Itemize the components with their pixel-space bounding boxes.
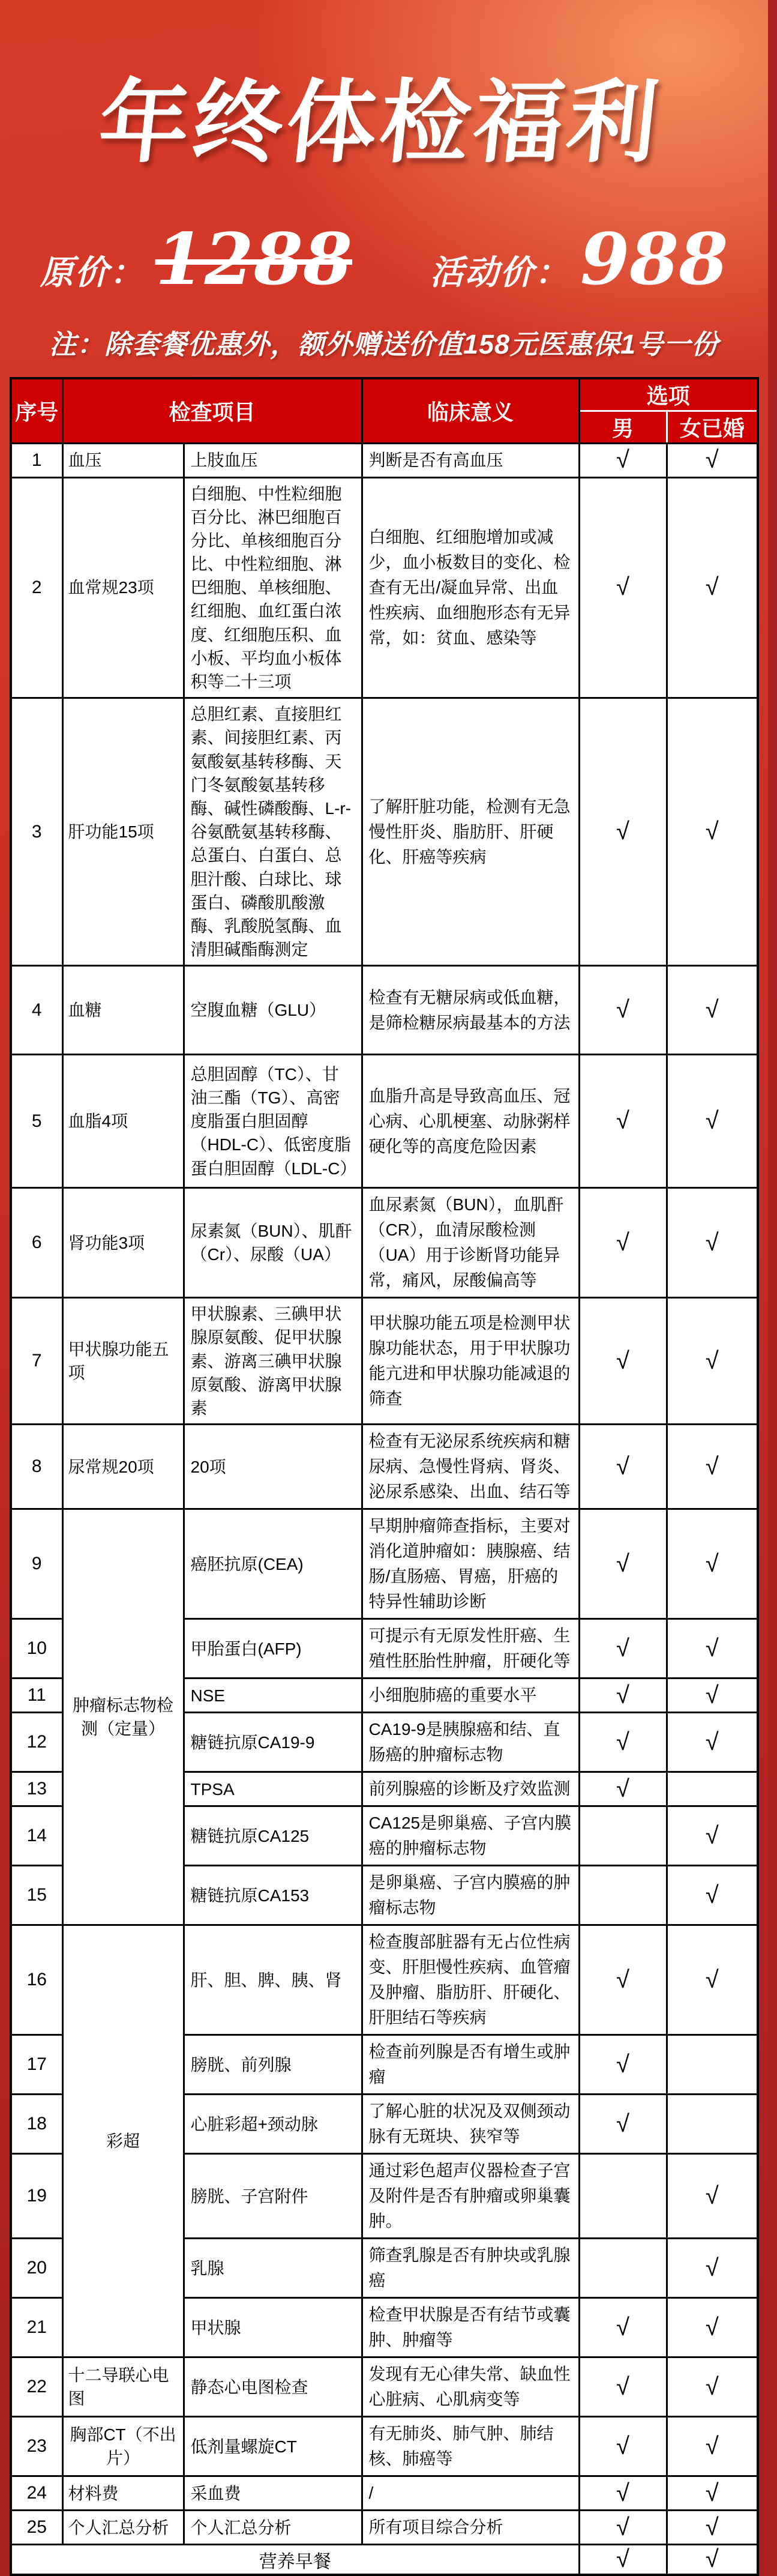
row-item: 糖链抗原CA153 xyxy=(184,1866,362,1925)
row-no: 11 xyxy=(11,1679,62,1713)
row-female-check: √ xyxy=(667,1425,758,1509)
row-item: 个人汇总分析 xyxy=(184,2511,362,2545)
row-male-check: √ xyxy=(579,477,667,698)
header-male: 男 xyxy=(579,411,667,443)
row-male-check: √ xyxy=(579,443,667,477)
row-item: 静态心电图检查 xyxy=(184,2357,362,2417)
row-category: 血脂4项 xyxy=(62,1055,184,1188)
row-item: 白细胞、中性粒细胞百分比、淋巴细胞百分比、单核细胞百分比、中性粒细胞、淋巴细胞、单核细胞、红细胞、血红蛋白浓度、红细胞压积、血小板、平均血小板体积等二十三项 xyxy=(184,477,362,698)
row-female-check xyxy=(667,2095,758,2154)
row-no: 3 xyxy=(11,698,62,966)
row-no: 20 xyxy=(11,2239,62,2298)
row-female-check: √ xyxy=(667,2476,758,2511)
header-index: 序号 xyxy=(11,378,62,444)
table-row xyxy=(11,1298,758,1425)
row-item: TPSA xyxy=(184,1772,362,1806)
row-item: 糖链抗原CA19-9 xyxy=(184,1713,362,1772)
row-item: 上肢血压 xyxy=(184,443,362,477)
row-meaning: / xyxy=(362,2476,579,2511)
row-female-check xyxy=(667,2035,758,2095)
row-female-check: √ xyxy=(667,2239,758,2298)
row-meaning: 白细胞、红细胞增加或减少，血小板数目的变化、检查有无出/凝血异常、出血性疾病、血细胞形态有无异常，如：贫血、感染等 xyxy=(362,477,579,698)
row-male-check: √ xyxy=(579,1425,667,1509)
row-female-check: √ xyxy=(667,1298,758,1425)
footer-male-check: √ xyxy=(579,2545,667,2575)
row-female-check: √ xyxy=(667,443,758,477)
row-item: NSE xyxy=(184,1679,362,1713)
table-row xyxy=(11,966,758,1055)
row-category: 肾功能3项 xyxy=(62,1188,184,1298)
row-category: 十二导联心电图 xyxy=(62,2357,184,2417)
row-female-check: √ xyxy=(667,2417,758,2476)
row-male-check: √ xyxy=(579,2298,667,2357)
row-category-ultrasound: 彩超 xyxy=(62,1925,184,2357)
row-no: 16 xyxy=(11,1925,62,2035)
row-category: 肝功能15项 xyxy=(62,698,184,966)
row-item: 20项 xyxy=(184,1425,362,1509)
footer-row xyxy=(11,2545,758,2575)
row-no: 23 xyxy=(11,2417,62,2476)
row-meaning: 检查前列腺是否有增生或肿瘤 xyxy=(362,2035,579,2095)
row-meaning: 检查有无糖尿病或低血糖，是筛检糖尿病最基本的方法 xyxy=(362,966,579,1055)
row-male-check xyxy=(579,2239,667,2298)
row-meaning: 是卵巢癌、子宫内膜癌的肿瘤标志物 xyxy=(362,1866,579,1925)
row-item: 空腹血糖（GLU） xyxy=(184,966,362,1055)
row-meaning: CA125是卵巢癌、子宫内膜癌的肿瘤标志物 xyxy=(362,1806,579,1866)
row-meaning: 小细胞肺癌的重要水平 xyxy=(362,1679,579,1713)
row-meaning: 前列腺癌的诊断及疗效监测 xyxy=(362,1772,579,1806)
header-meaning: 临床意义 xyxy=(362,378,579,444)
row-female-check xyxy=(667,1772,758,1806)
row-item: 总胆固醇（TC）、甘油三酯（TG）、高密度脂蛋白胆固醇（HDL-C）、低密度脂蛋白胆固醇（LDL-C） xyxy=(184,1055,362,1188)
row-meaning: 检查有无泌尿系统疾病和糖尿病、急慢性肾病、肾炎、泌尿系感染、出血、结石等 xyxy=(362,1425,579,1509)
row-no: 17 xyxy=(11,2035,62,2095)
row-male-check: √ xyxy=(579,1619,667,1679)
row-category: 甲状腺功能五项 xyxy=(62,1298,184,1425)
row-female-check: √ xyxy=(667,698,758,966)
row-no: 5 xyxy=(11,1055,62,1188)
table-row xyxy=(11,1425,758,1509)
hero-section xyxy=(0,0,768,361)
row-female-check: √ xyxy=(667,966,758,1055)
gift-note: 注：除套餐优惠外，额外赠送价值158元医惠保1号一份 xyxy=(0,322,768,361)
header-female: 女已婚 xyxy=(667,411,758,443)
row-no: 4 xyxy=(11,966,62,1055)
row-meaning: 血尿素氮（BUN），血肌酐（CR），血清尿酸检测（UA）用于诊断肾功能异常，痛风，尿酸偏高等 xyxy=(362,1188,579,1298)
row-female-check: √ xyxy=(667,1509,758,1619)
row-female-check: √ xyxy=(667,1866,758,1925)
row-item: 采血费 xyxy=(184,2476,362,2511)
row-meaning: 发现有无心律失常、缺血性心脏病、心肌病变等 xyxy=(362,2357,579,2417)
row-male-check: √ xyxy=(579,1298,667,1425)
row-item: 尿素氮（BUN）、肌酐（Cr）、尿酸（UA） xyxy=(184,1188,362,1298)
row-item: 甲胎蛋白(AFP) xyxy=(184,1619,362,1679)
row-female-check: √ xyxy=(667,1925,758,2035)
table-row xyxy=(11,477,758,698)
row-male-check: √ xyxy=(579,2035,667,2095)
row-male-check: √ xyxy=(579,1055,667,1188)
row-no: 25 xyxy=(11,2511,62,2545)
row-item: 膀胱、子宫附件 xyxy=(184,2154,362,2239)
row-meaning: 有无肺炎、肺气肿、肺结核、肺癌等 xyxy=(362,2417,579,2476)
row-no: 1 xyxy=(11,443,62,477)
row-category: 胸部CT（不出片） xyxy=(62,2417,184,2476)
row-meaning: 可提示有无原发性肝癌、生殖性胚胎性肿瘤，肝硬化等 xyxy=(362,1619,579,1679)
row-no: 13 xyxy=(11,1772,62,1806)
header-row-1 xyxy=(11,378,758,411)
header-options: 选项 xyxy=(579,378,758,411)
row-no: 9 xyxy=(11,1509,62,1619)
row-male-check: √ xyxy=(579,1772,667,1806)
row-female-check: √ xyxy=(667,1713,758,1772)
row-category-tumor-markers: 肿瘤标志物检测（定量） xyxy=(62,1509,184,1925)
row-male-check xyxy=(579,2154,667,2239)
row-female-check: √ xyxy=(667,2154,758,2239)
row-female-check: √ xyxy=(667,477,758,698)
table-row xyxy=(11,2511,758,2545)
row-category: 尿常规20项 xyxy=(62,1425,184,1509)
row-meaning: 了解心脏的状况及双侧颈动脉有无斑块、狭窄等 xyxy=(362,2095,579,2154)
promo-price xyxy=(430,224,728,295)
row-male-check: √ xyxy=(579,966,667,1055)
table-row xyxy=(11,2476,758,2511)
row-meaning: 检查腹部脏器有无占位性病变、肝胆慢性疾病、血管瘤及肿瘤、脂肪肝、肝硬化、肝胆结石等疾病 xyxy=(362,1925,579,2035)
row-male-check: √ xyxy=(579,1188,667,1298)
row-male-check: √ xyxy=(579,698,667,966)
page-title: 年终体检福利 xyxy=(0,0,777,175)
row-male-check xyxy=(579,1806,667,1866)
row-male-check xyxy=(579,1866,667,1925)
table-row xyxy=(11,1925,758,2035)
row-item: 甲状腺素、三碘甲状腺原氨酸、促甲状腺素、游离三碘甲状腺原氨酸、游离甲状腺素 xyxy=(184,1298,362,1425)
row-no: 22 xyxy=(11,2357,62,2417)
row-male-check: √ xyxy=(579,1679,667,1713)
row-item: 甲状腺 xyxy=(184,2298,362,2357)
row-meaning: 通过彩色超声仪器检查子宫及附件是否有肿瘤或卵巢囊肿。 xyxy=(362,2154,579,2239)
row-no: 12 xyxy=(11,1713,62,1772)
row-female-check: √ xyxy=(667,2298,758,2357)
row-male-check: √ xyxy=(579,2417,667,2476)
row-female-check: √ xyxy=(667,1619,758,1679)
row-item: 糖链抗原CA125 xyxy=(184,1806,362,1866)
row-male-check: √ xyxy=(579,1713,667,1772)
table-row xyxy=(11,443,758,477)
table-row xyxy=(11,2417,758,2476)
row-meaning: 判断是否有高血压 xyxy=(362,443,579,477)
row-meaning: 甲状腺功能五项是检测甲状腺功能状态，用于甲状腺功能亢进和甲状腺功能减退的筛查 xyxy=(362,1298,579,1425)
row-item: 总胆红素、直接胆红素、间接胆红素、丙氨酸氨基转移酶、天门冬氨酸氨基转移酶、碱性磷酸酶、L-r-谷氨酰氨基转移酶、总蛋白、白蛋白、总胆汁酸、白球比、球蛋白、磷酸肌酸激酶、乳酸脱氢酶、血清胆碱酯酶测定 xyxy=(184,698,362,966)
row-no: 14 xyxy=(11,1806,62,1866)
row-meaning: 了解肝脏功能，检测有无急慢性肝炎、脂肪肝、肝硬化、肝癌等疾病 xyxy=(362,698,579,966)
row-female-check: √ xyxy=(667,1679,758,1713)
row-meaning: 所有项目综合分析 xyxy=(362,2511,579,2545)
promo-price-label: 活动价： xyxy=(430,246,569,294)
row-no: 19 xyxy=(11,2154,62,2239)
table-row xyxy=(11,698,758,966)
row-male-check: √ xyxy=(579,2476,667,2511)
row-category: 血糖 xyxy=(62,966,184,1055)
row-male-check: √ xyxy=(579,2095,667,2154)
row-meaning: 血脂升高是导致高血压、冠心病、心肌梗塞、动脉粥样硬化等的高度危险因素 xyxy=(362,1055,579,1188)
table-row xyxy=(11,1055,758,1188)
row-no: 8 xyxy=(11,1425,62,1509)
row-no: 2 xyxy=(11,477,62,698)
table-row xyxy=(11,2357,758,2417)
row-male-check: √ xyxy=(579,1925,667,2035)
row-meaning: 早期肿瘤筛查指标，主要对消化道肿瘤如：胰腺癌、结肠/直肠癌、胃癌，肝癌的特异性辅助诊断 xyxy=(362,1509,579,1619)
footer-breakfast-label: 营养早餐 xyxy=(11,2545,579,2575)
row-no: 15 xyxy=(11,1866,62,1925)
row-no: 18 xyxy=(11,2095,62,2154)
table-row xyxy=(11,1509,758,1619)
original-price-label: 原价： xyxy=(40,246,145,294)
row-item: 心脏彩超+颈动脉 xyxy=(184,2095,362,2154)
row-no: 24 xyxy=(11,2476,62,2511)
checkup-table xyxy=(10,377,759,2576)
row-category: 个人汇总分析 xyxy=(62,2511,184,2545)
row-meaning: 筛查乳腺是否有肿块或乳腺癌 xyxy=(362,2239,579,2298)
row-female-check: √ xyxy=(667,1055,758,1188)
footer-female-check: √ xyxy=(667,2545,758,2575)
row-female-check: √ xyxy=(667,2357,758,2417)
row-item: 肝、胆、脾、胰、肾 xyxy=(184,1925,362,2035)
row-category: 材料费 xyxy=(62,2476,184,2511)
promo-price-value: 988 xyxy=(580,224,728,295)
table-row xyxy=(11,1188,758,1298)
row-no: 21 xyxy=(11,2298,62,2357)
row-item: 乳腺 xyxy=(184,2239,362,2298)
row-no: 6 xyxy=(11,1188,62,1298)
row-male-check: √ xyxy=(579,2357,667,2417)
row-no: 10 xyxy=(11,1619,62,1679)
row-item: 癌胚抗原(CEA) xyxy=(184,1509,362,1619)
price-row xyxy=(0,224,768,295)
row-item: 膀胱、前列腺 xyxy=(184,2035,362,2095)
row-male-check: √ xyxy=(579,1509,667,1619)
header-item-group: 检查项目 xyxy=(62,378,362,444)
row-female-check: √ xyxy=(667,1806,758,1866)
original-price-value: 1288 xyxy=(155,224,352,295)
row-male-check: √ xyxy=(579,2511,667,2545)
original-price xyxy=(40,224,352,295)
row-female-check: √ xyxy=(667,2511,758,2545)
row-category: 血常规23项 xyxy=(62,477,184,698)
row-meaning: CA19-9是胰腺癌和结、直肠癌的肿瘤标志物 xyxy=(362,1713,579,1772)
row-no: 7 xyxy=(11,1298,62,1425)
row-item: 低剂量螺旋CT xyxy=(184,2417,362,2476)
row-female-check: √ xyxy=(667,1188,758,1298)
row-category: 血压 xyxy=(62,443,184,477)
row-meaning: 检查甲状腺是否有结节或囊肿、肿瘤等 xyxy=(362,2298,579,2357)
